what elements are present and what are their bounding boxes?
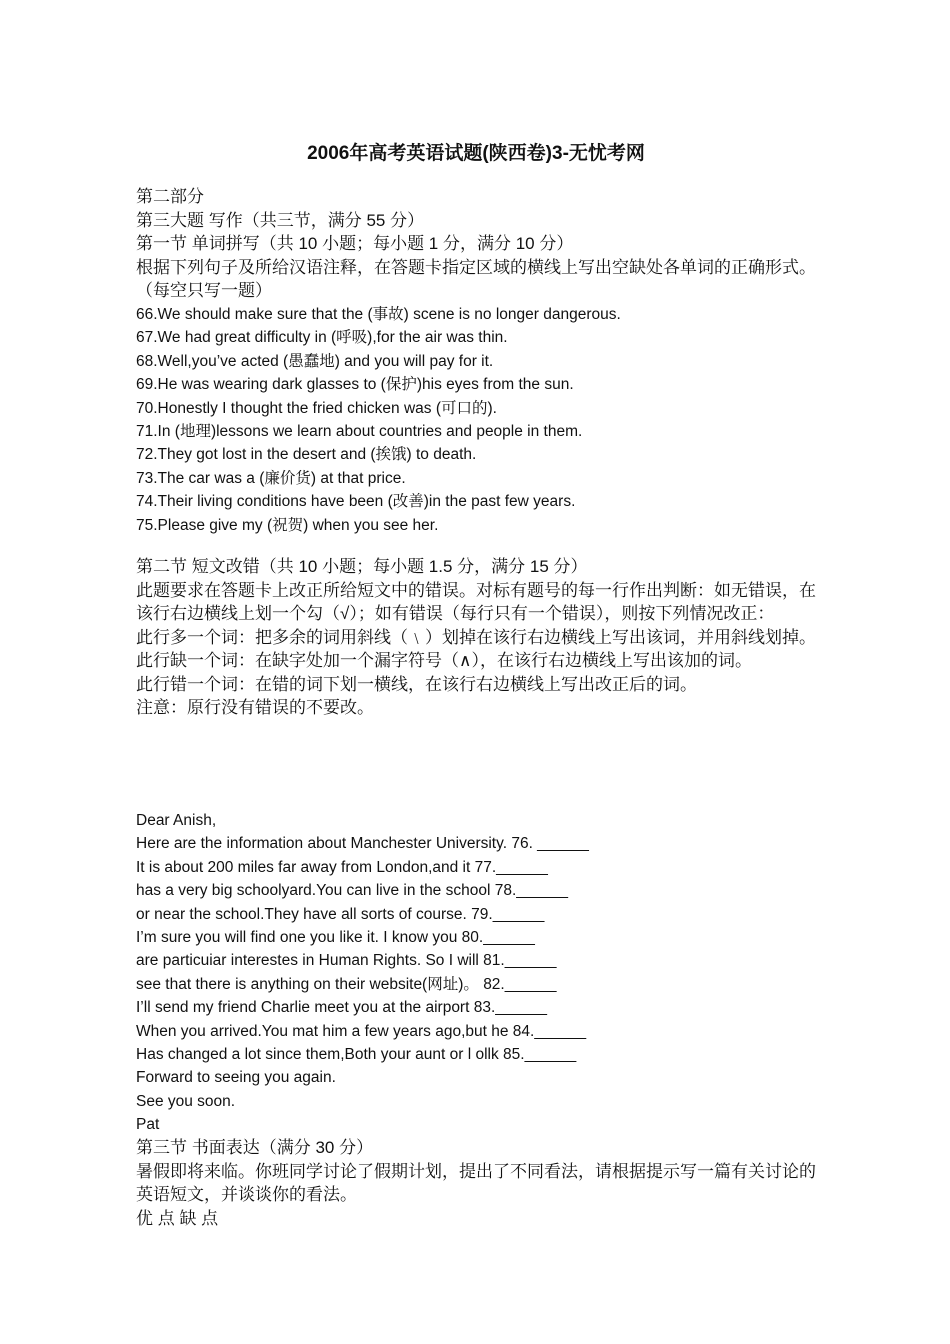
letter-line: see that there is anything on their website(网址)。 82.______ <box>136 975 557 993</box>
sec3-heading: 第三节 书面表达（满分 30 分） <box>136 1138 374 1157</box>
letter-line: I’m sure you will find one you like it. I know you 80.______ <box>136 929 535 947</box>
sec3-instruction: 暑假即将来临。你班同学讨论了假期计划，提出了不同看法，请根据提示写一篇有关讨论的英语短文，并谈谈你的看法。 <box>136 1161 816 1204</box>
section-header <box>136 185 816 303</box>
spelling-items <box>136 303 816 537</box>
writing-section <box>136 1136 816 1230</box>
table-header: 优 点 缺 点 <box>136 1208 219 1228</box>
question-item: 66.We should make sure that the (事故) scene is no longer dangerous. <box>136 306 621 323</box>
letter-line: has a very big schoolyard.You can live in the school 78.______ <box>136 882 568 900</box>
sec2-paragraph: 此行错一个词：在错的词下划一横线，在该行右边横线上写出改正后的词。 <box>136 674 697 694</box>
letter-line: Dear Anish, <box>136 812 217 829</box>
letter-text <box>136 809 816 1137</box>
letter-line: Here are the information about Manchester University. 76. ______ <box>136 835 589 853</box>
letter-line: are particuiar interestes in Human Rights. So I will 81.______ <box>136 952 557 970</box>
question-item: 71.In (地理)lessons we learn about countries and people in them. <box>136 423 583 441</box>
part-label: 第二部分 <box>136 187 204 206</box>
sec1-heading: 第一节 单词拼写（共 10 小题；每小题 1 分，满分 10 分） <box>136 234 574 253</box>
letter-line: Has changed a lot since them,Both your aunt or l ollk 85.______ <box>136 1046 577 1064</box>
letter-line: When you arrived.You mat him a few years ago,but he 84.______ <box>136 1022 587 1040</box>
sec2-paragraph: 此题要求在答题卡上改正所给短文中的错误。对标有题号的每一行作出判断：如无错误，在该行右边横线上划一个勾（√）；如有错误（每行只有一个错误），则按下列情况改正： <box>136 580 816 623</box>
question-item: 74.Their living conditions have been (改善)in the past few years. <box>136 493 576 511</box>
sec2-paragraph: 此行缺一个词：在缺字处加一个漏字符号（∧），在该行右边横线上写出该加的词。 <box>136 651 752 670</box>
question-item: 70.Honestly I thought the fried chicken was (可口的). <box>136 399 497 417</box>
sec2-paragraph: 注意：原行没有错误的不要改。 <box>136 698 374 717</box>
letter-line: or near the school.They have all sorts of course. 79.______ <box>136 905 545 923</box>
letter-line: It is about 200 miles far away from London,and it 77.______ <box>136 858 548 876</box>
page-title: 2006年高考英语试题(陕西卷)3-无忧考网 <box>307 143 645 164</box>
section-title: 第三大题 写作（共三节，满分 55 分） <box>136 210 425 230</box>
letter-line: See you soon. <box>136 1092 236 1110</box>
sec1-instruction: 根据下列句子及所给汉语注释，在答题卡指定区域的横线上写出空缺处各单词的正确形式。（每空只写一题） <box>136 257 816 300</box>
question-item: 75.Please give my (祝贺) when you see her. <box>136 516 439 534</box>
sec2-paragraph: 此行多一个词：把多余的词用斜线（﹨）划掉在该行右边横线上写出该词，并用斜线划掉。 <box>136 627 816 647</box>
sec2-heading: 第二节 短文改错（共 10 小题；每小题 1.5 分，满分 15 分） <box>136 557 588 576</box>
question-item: 72.They got lost in the desert and (挨饿) to death. <box>136 446 477 464</box>
letter-line: Pat <box>136 1116 160 1134</box>
letter-line: Forward to seeing you again. <box>136 1069 336 1087</box>
question-item: 68.Well,you’ve acted (愚蠢地) and you will pay for it. <box>136 352 494 370</box>
error-correction-section <box>136 555 816 720</box>
question-item: 73.The car was a (廉价货) at that price. <box>136 469 406 487</box>
question-item: 67.We had great difficulty in (呼吸),for the air was thin. <box>136 329 508 347</box>
letter-line: I’ll send my friend Charlie meet you at the airport 83.______ <box>136 999 547 1017</box>
question-item: 69.He was wearing dark glasses to (保护)his eyes from the sun. <box>136 376 574 394</box>
